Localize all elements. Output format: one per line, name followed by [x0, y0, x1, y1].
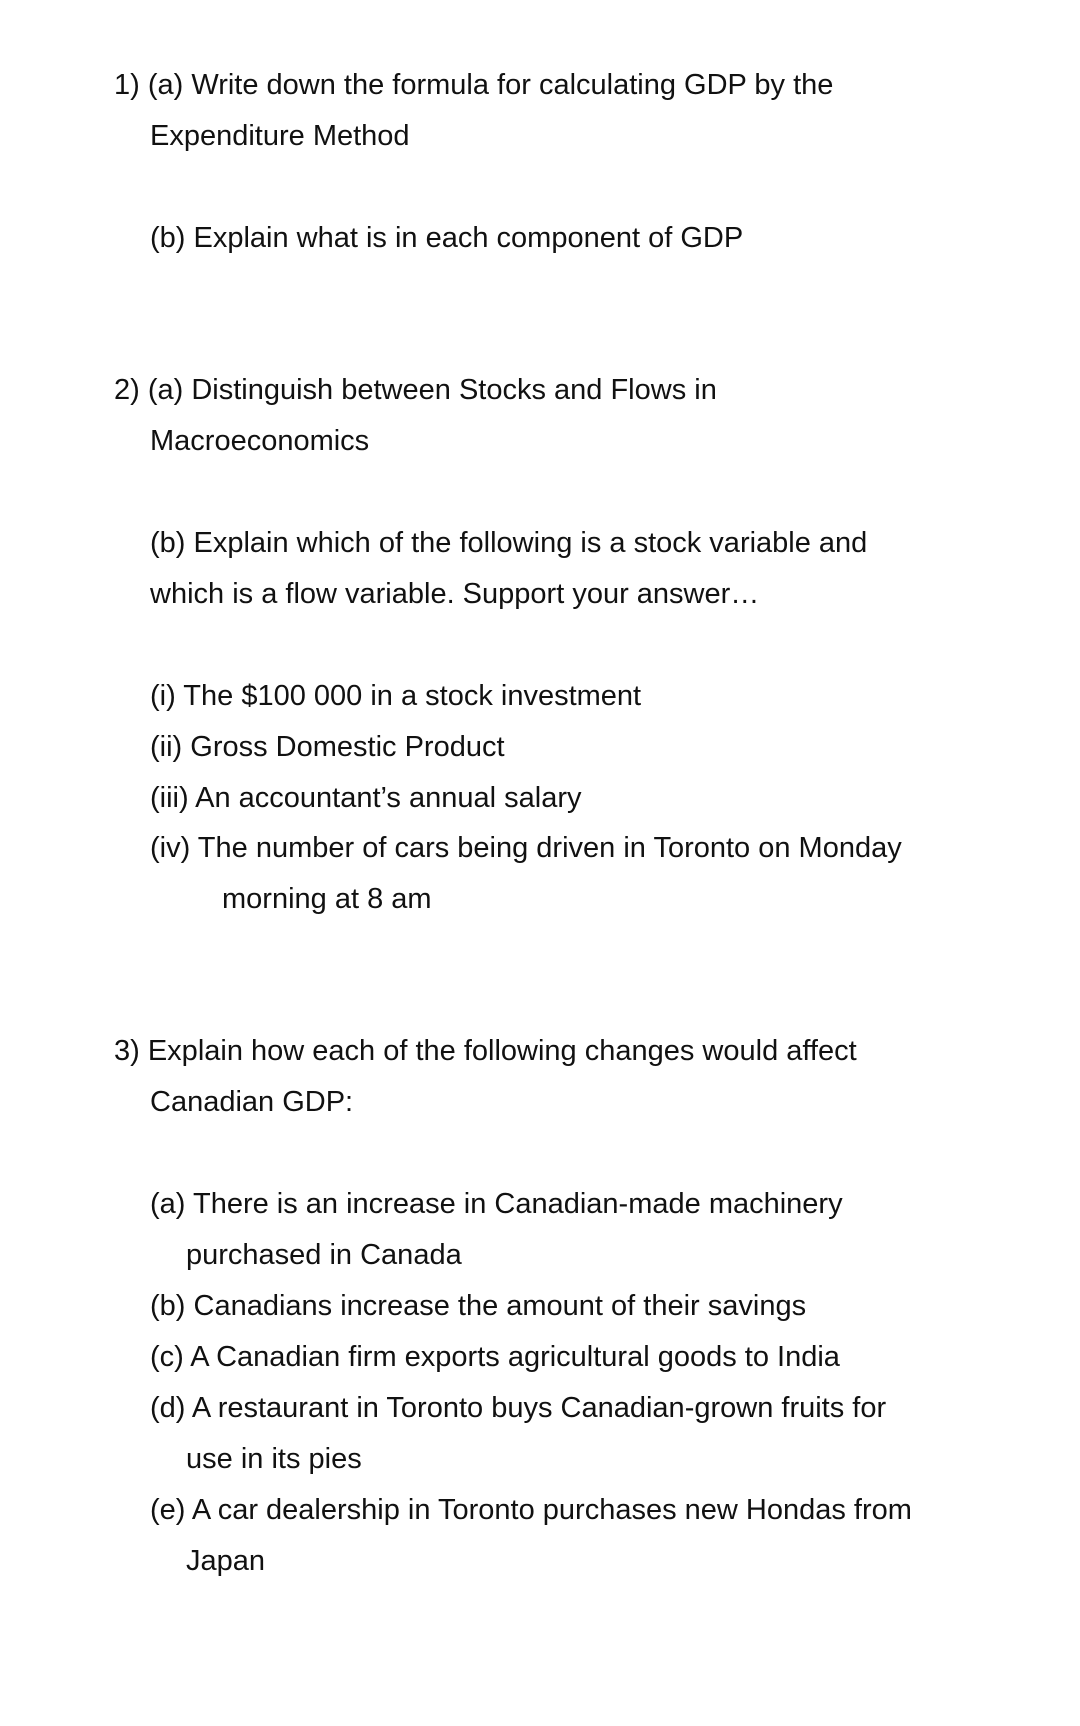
q2-item-iv-line1: (iv) The number of cars being driven in Toronto on Monday [150, 832, 902, 864]
q2-item-i: (i) The $100 000 in a stock investment [150, 680, 642, 712]
q3-part-d-line2: use in its pies [186, 1443, 362, 1475]
q3-part-a-line2: purchased in Canada [186, 1239, 462, 1271]
q2-part-b-line1: (b) Explain which of the following is a stock variable and [150, 527, 868, 559]
q3-intro-line2: Canadian GDP: [150, 1086, 354, 1118]
q2-part-a-line2: Macroeconomics [150, 425, 370, 457]
q3-part-d-line1: (d) A restaurant in Toronto buys Canadian-grown fruits for [150, 1392, 887, 1424]
q2-item-iii: (iii) An accountant’s annual salary [150, 782, 582, 814]
q3-part-a-line1: (a) There is an increase in Canadian-made machinery [150, 1188, 843, 1220]
q1-part-b: (b) Explain what is in each component of GDP [150, 222, 744, 254]
q3-part-c: (c) A Canadian firm exports agricultural goods to India [150, 1341, 840, 1373]
q3-part-e-line2: Japan [186, 1545, 266, 1577]
q2-part-b-line2: which is a flow variable. Support your answer… [150, 578, 760, 610]
q3-part-e-line1: (e) A car dealership in Toronto purchases new Hondas from [150, 1494, 912, 1526]
q1-part-a-line2: Expenditure Method [150, 120, 410, 152]
q2-item-iv-line2: morning at 8 am [222, 883, 432, 915]
q2-part-a-line1: 2) (a) Distinguish between Stocks and Flows in [114, 374, 717, 406]
q1-part-a-line1: 1) (a) Write down the formula for calculating GDP by the [114, 69, 834, 101]
q2-item-ii: (ii) Gross Domestic Product [150, 731, 505, 763]
q3-part-b: (b) Canadians increase the amount of their savings [150, 1290, 807, 1322]
q3-intro-line1: 3) Explain how each of the following changes would affect [114, 1035, 857, 1067]
